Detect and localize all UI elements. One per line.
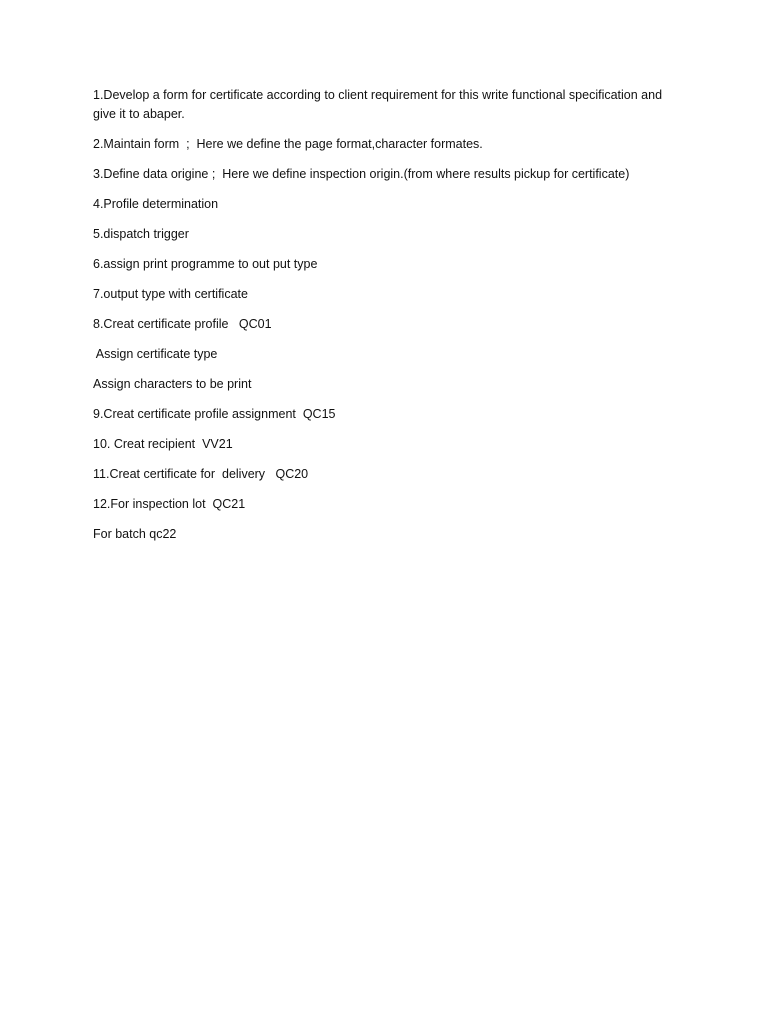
step-12-sub-batch: For batch qc22 xyxy=(93,527,177,541)
step-8-text: 8.Creat certificate profile QC01 xyxy=(93,317,272,331)
step-10-text: 10. Creat recipient VV21 xyxy=(93,437,233,451)
step-3-text: 3.Define data origine ; Here we define inspection origin.(from where results pickup for certificate) xyxy=(93,167,630,181)
step-2-text: 2.Maintain form ; Here we define the page format,character formates. xyxy=(93,137,483,151)
step-8-sub-assign-characters: Assign characters to be print xyxy=(93,377,252,391)
step-6-text: 6.assign print programme to out put type xyxy=(93,257,318,271)
step-5-text: 5.dispatch trigger xyxy=(93,227,189,241)
step-11-text: 11.Creat certificate for delivery QC20 xyxy=(93,467,309,481)
step-12-text: 12.For inspection lot QC21 xyxy=(93,497,246,511)
step-8-sub-assign-type: Assign certificate type xyxy=(93,347,218,361)
step-1-text: 1.Develop a form for certificate according to client requirement for this write functional specification and give it to abaper. xyxy=(93,88,663,121)
document-body xyxy=(93,86,693,555)
step-4-text: 4.Profile determination xyxy=(93,197,219,211)
step-9-text: 9.Creat certificate profile assignment QC15 xyxy=(93,407,336,421)
step-7-text: 7.output type with certificate xyxy=(93,287,248,301)
